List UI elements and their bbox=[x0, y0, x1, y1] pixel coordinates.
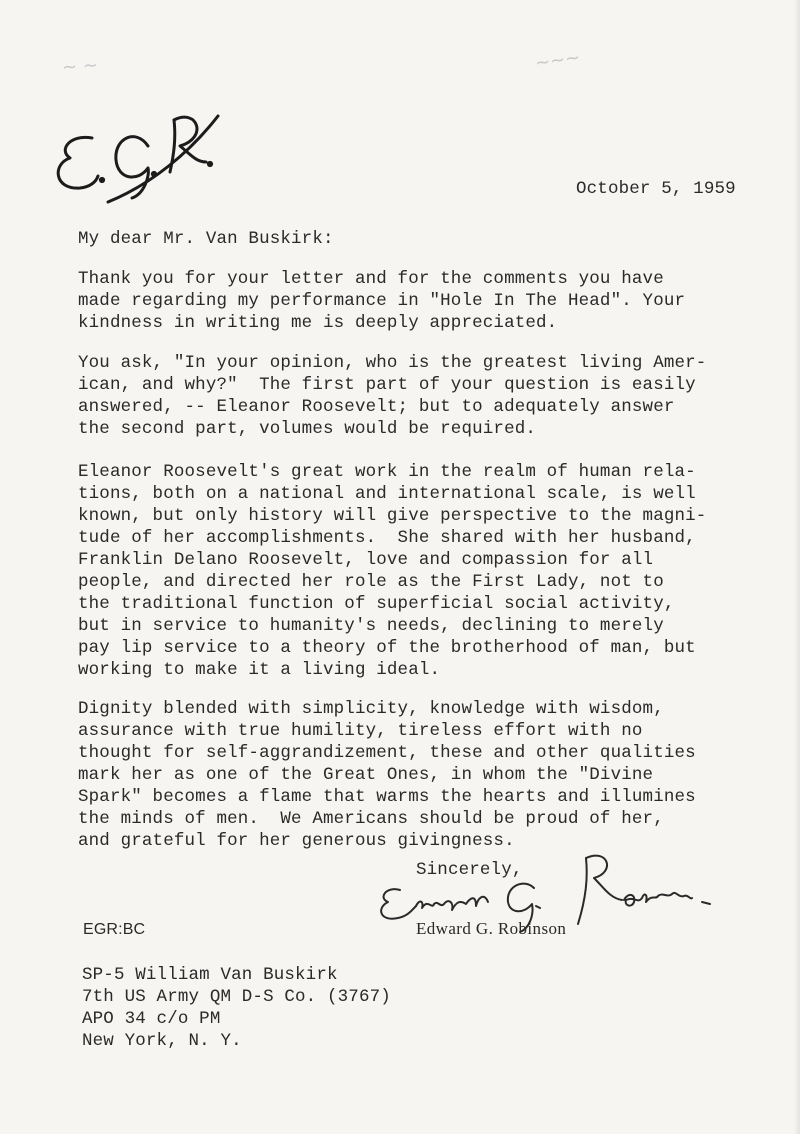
salutation: My dear Mr. Van Buskirk: bbox=[78, 229, 334, 249]
address-line-1: SP-5 William Van Buskirk bbox=[82, 965, 338, 985]
pencil-mark: ~ ~ bbox=[61, 54, 99, 79]
paragraph-1: Thank you for your letter and for the comments you have made regarding my performance in "Hole In The Head". Your kindness in writing me is deeply appreciated. bbox=[78, 269, 686, 333]
paragraph-4: Dignity blended with simplicity, knowledge with wisdom, assurance with true humility, tireless effort with no thought for self-aggrandizement, these and other qualities mark her as one of the Great Ones, in whom the "Divine Spark" becomes a flame that warms the hearts and illumines the minds of men. We Americans should be proud of her, and grateful for her generous givingness. bbox=[78, 699, 696, 851]
pencil-mark: ~~~ bbox=[533, 46, 582, 75]
paragraph-2: You ask, "In your opinion, who is the greatest living Amer- ican, and why?" The first part of your question is easily answered, -- Eleanor Roosevelt; but to adequately answer the second part, volumes would be required. bbox=[78, 353, 707, 439]
monogram-signature bbox=[40, 98, 230, 208]
closing: Sincerely, bbox=[416, 860, 523, 880]
address-line-4: New York, N. Y. bbox=[82, 1031, 242, 1051]
paper-edge bbox=[794, 0, 800, 1134]
address-line-3: APO 34 c/o PM bbox=[82, 1009, 221, 1029]
handwritten-signature bbox=[372, 848, 722, 928]
letter-date: October 5, 1959 bbox=[576, 179, 736, 199]
recipient-address bbox=[82, 964, 391, 1052]
paragraph-3: Eleanor Roosevelt's great work in the realm of human rela- tions, both on a national and international scale, is well known, but only history will give perspective to the magni- tude of her accomplishments. She shared with her husband, Franklin Delano Roosevelt, love and compassion for all people, and directed her role as the First Lady, not to the traditional function of superficial social activity, but in service to humanity's needs, declining to merely pay lip service to a theory of the brotherhood of man, but working to make it a living ideal. bbox=[78, 462, 707, 680]
signed-name: Edward G. Robinson bbox=[416, 919, 567, 938]
address-line-2: 7th US Army QM D-S Co. (3767) bbox=[82, 987, 391, 1007]
typist-initials: EGR:BC bbox=[83, 921, 146, 938]
